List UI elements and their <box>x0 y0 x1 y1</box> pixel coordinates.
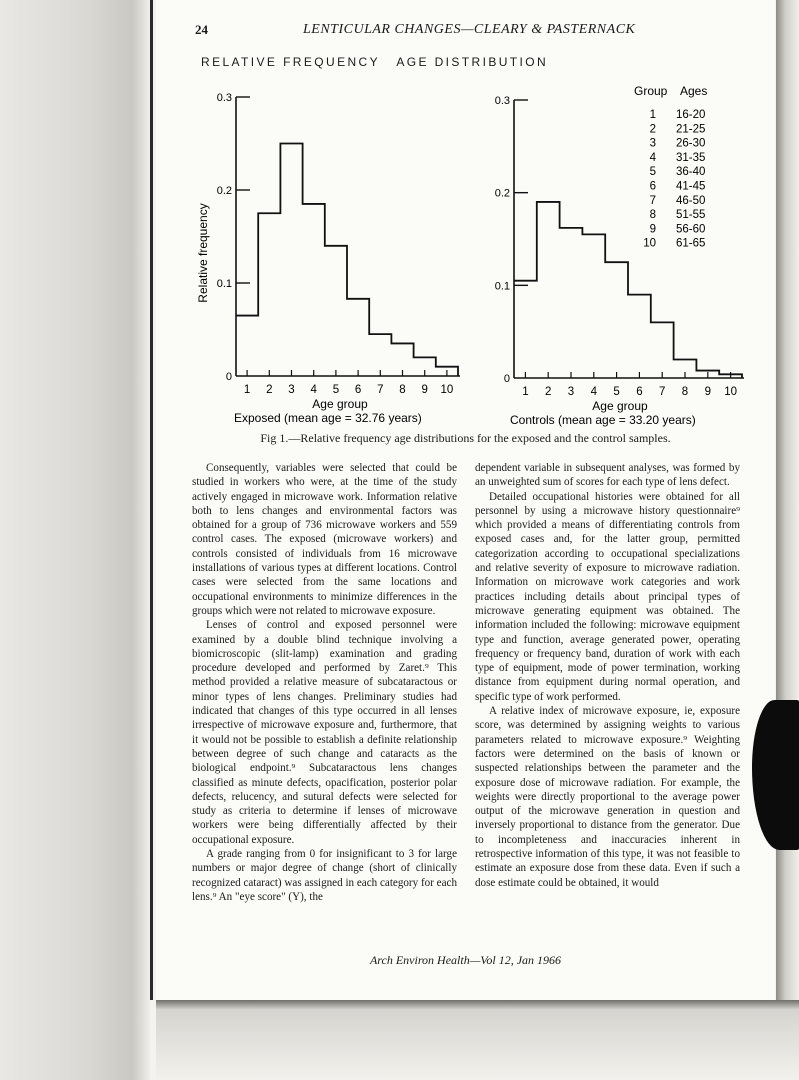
x-tick-label: 5 <box>332 384 340 396</box>
legend-age-range: 26-30 <box>676 137 706 150</box>
x-tick-label: 10 <box>440 384 454 396</box>
x-tick-label: 6 <box>354 384 362 396</box>
legend-header-group: Group <box>634 84 668 98</box>
running-title: LENTICULAR CHANGES—CLEARY & PASTERNACK <box>303 22 636 37</box>
histogram-bar <box>582 234 605 378</box>
controls-histogram <box>495 95 744 398</box>
histogram-bar <box>605 262 628 378</box>
legend-group-number: 3 <box>649 137 656 150</box>
x-tick-label: 8 <box>399 384 406 396</box>
x-tick-label: 7 <box>377 384 384 396</box>
body-column-right <box>475 461 740 951</box>
y-tick-label: 0.1 <box>216 278 232 290</box>
paragraph: Lenses of control and exposed personnel were examined by a double blind technique involving a biomicroscopic (slit-lamp) examination and grading procedure developed and performed by Zaret.⁹ This method provided a relative measure of subcataractous or minor types of lens changes. Preliminary studies had indicated that changes of this type occurred in all lenses irrespective of microwave exposure and, furthermore, that it would not be possible to establish a definite relationship between degree of such change and cataracts as the biological endpoint.⁹ Subcataractous lens changes classified as minute defects, opacification, posterior polar defects, relucency, and sutural defects were selected for study as criteria to determine if lenses of microwave workers were being differentially affected by their occupational exposure. <box>192 619 457 846</box>
legend-group-number: 4 <box>649 151 656 164</box>
legend-group-number: 2 <box>649 123 656 136</box>
histogram-bar <box>628 295 651 378</box>
age-group-legend <box>634 84 707 250</box>
x-tick-label: 7 <box>658 386 666 398</box>
legend-group-number: 5 <box>649 166 656 179</box>
histogram-bar <box>280 144 302 377</box>
histogram-bar <box>325 246 347 376</box>
histogram-bar <box>560 228 583 378</box>
legend-age-range: 41-45 <box>676 180 706 193</box>
histogram-bar <box>303 204 325 376</box>
x-tick-label: 9 <box>704 386 712 398</box>
exposed-subtitle: Exposed (mean age = 32.76 years) <box>234 411 422 425</box>
legend-group-number: 6 <box>649 180 656 193</box>
legend-age-range: 36-40 <box>676 166 706 179</box>
y-tick-label: 0.3 <box>494 95 510 107</box>
y-axis-label: Relative frequency <box>196 203 210 303</box>
x-tick-label: 4 <box>590 386 598 398</box>
journal-citation: Arch Environ Health—Vol 12, Jan 1966 <box>369 953 562 967</box>
body-column-left <box>192 461 457 951</box>
legend-group-number: 1 <box>649 109 656 121</box>
x-tick-label: 2 <box>544 386 552 398</box>
figure-charts <box>0 0 799 440</box>
paragraph: dependent variable in subsequent analyses, was formed by an unweighted sum of scores for each type of lens defect. <box>475 462 740 489</box>
controls-subtitle: Controls (mean age = 33.20 years) <box>510 413 696 427</box>
legend-age-range: 56-60 <box>676 223 706 236</box>
histogram-bar <box>369 334 391 376</box>
histogram-bar <box>537 202 560 378</box>
paragraph: A relative index of microwave exposure, ie, exposure score, was determined by assigning weights to various parameters related to microwave exposure.⁹ Weighting factors were determined on the basis of known or suspected relationships between the parameter and the exposure dose of microwave radiation. For example, the weights were directly proportional to the average power output of the microwave generation in question and inversely proportional to distance from the generator. Due to incompleteness and inaccuracies inherent in retrospective information of this type, it was not feasible to estimate an exposure dose from these data. Even if such a dose estimate could be obtained, it would <box>475 705 740 889</box>
y-tick-label: 0 <box>503 373 510 385</box>
legend-age-range: 16-20 <box>676 109 706 121</box>
page-number: 24 <box>195 22 208 37</box>
legend-age-range: 21-25 <box>676 123 706 136</box>
histogram-step-line <box>236 144 458 377</box>
x-tick-label: 5 <box>613 386 620 398</box>
y-tick-label: 0.3 <box>216 92 232 104</box>
x-tick-label: 1 <box>243 384 251 396</box>
figure-heading: RELATIVE FREQUENCY AGE DISTRIBUTION <box>201 55 549 69</box>
legend-age-range: 61-65 <box>676 237 706 250</box>
legend-age-range: 31-35 <box>676 151 706 164</box>
paragraph: Consequently, variables were selected that could be studied in workers who were, at the time of the study actively engaged in microwave work. Information relative both to lens changes and environmental factors was obtained for a group of 736 microwave workers and 559 control cases. The exposed (microwave workers) and controls consisted of individuals from 16 microwave installations of various types at different locations. Control cases were selected from the same locations and occupational environments to minimize differences in the groups which were not related to microwave exposure. <box>192 462 457 617</box>
x-tick-label: 1 <box>522 386 529 398</box>
x-tick-label: 6 <box>636 386 643 398</box>
y-tick-label: 0.2 <box>494 187 510 200</box>
histogram-bar <box>236 316 258 376</box>
histogram-bar <box>347 299 369 376</box>
y-tick-label: 0 <box>225 371 232 383</box>
x-tick-label: 2 <box>266 384 273 396</box>
x-tick-label: 3 <box>288 384 295 396</box>
histogram-bar <box>258 213 280 376</box>
x-tick-label: 8 <box>681 386 689 398</box>
page-edge-bottom <box>156 1000 799 1080</box>
legend-group-number: 9 <box>649 223 656 236</box>
legend-group-number: 10 <box>643 237 656 250</box>
exposed-histogram <box>217 92 460 396</box>
histogram-bar <box>514 281 537 378</box>
x-tick-label: 10 <box>724 386 737 398</box>
figure-caption: Fig 1.—Relative frequency age distributions for the exposed and the control samples. <box>260 431 671 445</box>
histogram-step-line <box>514 202 742 378</box>
legend-age-range: 46-50 <box>676 194 706 207</box>
legend-header-ages: Ages <box>680 84 708 98</box>
legend-group-number: 7 <box>649 194 656 207</box>
paragraph: Detailed occupational histories were obtained for all personnel by using a microwave history questionnaire⁹ which provided a means of differentiating controls from exposed cases and, for the latter group, permitted categorization according to occupational specializations and relative severity of exposure to microwave radiation. Information on microwave work categories and work practices including details about principal types of microwave generating equipment was obtained. The information included the following: microwave equipment type and function, average generated power, operating frequency or frequency band, duration of work with each type of equipment, mode of power termination, working distance from equipment during normal operation, and specific type of work performed. <box>475 490 740 703</box>
x-tick-label: 4 <box>310 384 317 396</box>
legend-age-range: 51-55 <box>676 209 706 222</box>
y-tick-label: 0.1 <box>494 280 510 293</box>
x-tick-label: 9 <box>421 384 428 396</box>
controls-x-axis-label: Age group <box>592 399 648 413</box>
exposed-x-axis-label: Age group <box>312 397 368 411</box>
paragraph: A grade ranging from 0 for insignificant to 3 for large numbers or major degree of change (short of clinically recognized cataract) was assigned in each category for each lens.⁹ An "eye score" (Y), the <box>192 848 457 903</box>
legend-group-number: 8 <box>649 209 656 222</box>
y-tick-label: 0.2 <box>216 185 232 197</box>
histogram-bar <box>651 322 674 378</box>
x-tick-label: 3 <box>567 386 575 398</box>
